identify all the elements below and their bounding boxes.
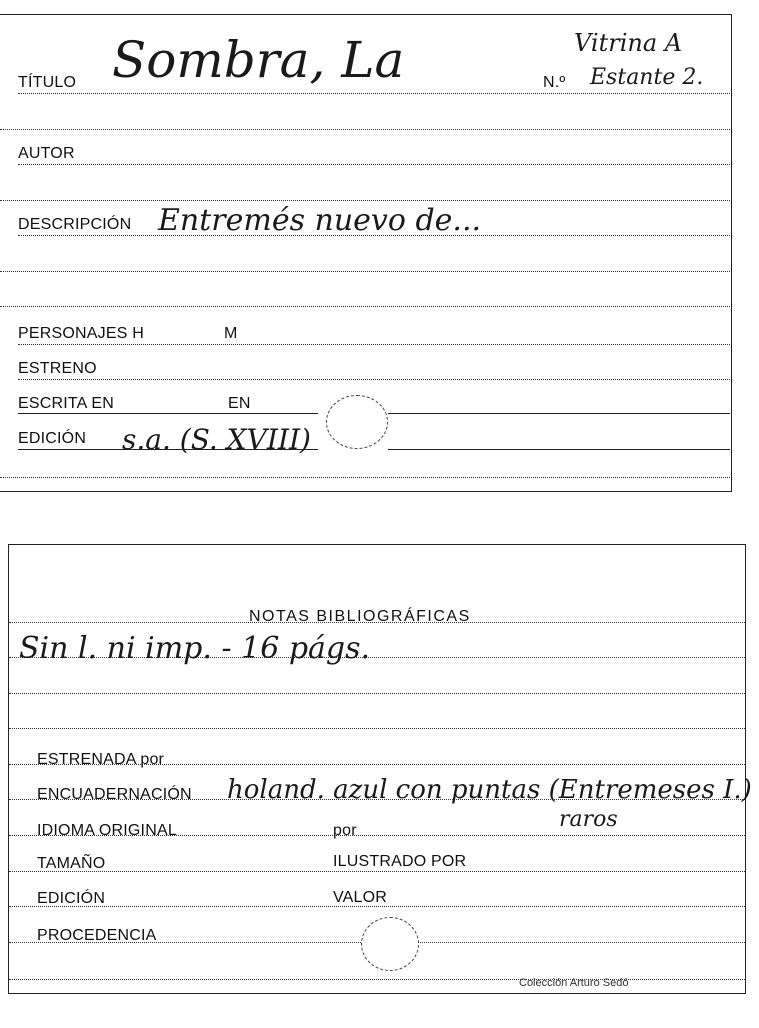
label-ilustrado-por: ILUSTRADO POR — [333, 853, 467, 870]
rule-line — [388, 449, 730, 450]
label-escrita-en: ESCRITA EN — [18, 395, 114, 412]
rule-line — [0, 129, 730, 130]
label-estrenada-por: ESTRENADA por — [37, 751, 165, 768]
label-idioma-original: IDIOMA ORIGINAL — [37, 822, 177, 839]
rule-line — [9, 693, 745, 694]
label-encuadernacion: ENCUADERNACIÓN — [37, 786, 192, 803]
rule-line — [18, 344, 730, 345]
rule-line — [9, 871, 745, 872]
label-tamano: TAMAÑO — [37, 855, 106, 872]
label-edicion-back: EDICIÓN — [37, 890, 106, 907]
label-numero: N.º — [543, 74, 566, 91]
catalog-card-front — [0, 14, 732, 492]
label-personajes-m: M — [224, 325, 238, 342]
punch-hole — [326, 395, 388, 449]
label-procedencia: PROCEDENCIA — [37, 927, 157, 944]
handwritten-vitrina: Vitrina A — [574, 29, 683, 57]
rule-line — [9, 728, 745, 729]
label-estreno: ESTRENO — [18, 360, 97, 377]
rule-line — [18, 379, 730, 380]
handwritten-title: Sombra, La — [112, 31, 405, 89]
label-en: EN — [228, 395, 251, 412]
handwritten-edicion: s.a. (S. XVIII) — [122, 423, 311, 456]
rule-line — [0, 200, 730, 201]
rule-line — [388, 413, 730, 414]
label-valor: VALOR — [333, 889, 388, 906]
handwritten-raros: raros — [559, 807, 618, 832]
label-edicion: EDICIÓN — [18, 430, 87, 447]
rule-line — [18, 413, 318, 414]
catalog-card-back — [8, 544, 752, 994]
rule-line — [0, 306, 730, 307]
handwritten-descripcion: Entremés nuevo de... — [158, 203, 482, 238]
collection-footer: Colección Arturo Sedó — [519, 977, 629, 989]
label-autor: AUTOR — [18, 145, 75, 162]
handwritten-notas: Sin l. ni imp. - 16 págs. — [19, 631, 371, 666]
label-notas-bibliograficas: NOTAS BIBLIOGRÁFICAS — [249, 608, 471, 625]
rule-line — [18, 93, 730, 94]
handwritten-estante: Estante 2. — [590, 65, 704, 90]
punch-hole — [361, 917, 419, 971]
rule-line — [18, 164, 730, 165]
rule-line — [0, 271, 730, 272]
rule-line — [0, 477, 730, 478]
handwritten-encuadernacion: holand. azul con puntas (Entremeses I.) — [227, 775, 752, 805]
label-por: por — [333, 822, 357, 839]
label-descripcion: DESCRIPCIÓN — [18, 216, 132, 233]
rule-line — [9, 979, 745, 980]
label-personajes-h: PERSONAJES H — [18, 325, 144, 342]
label-titulo: TÍTULO — [18, 74, 77, 91]
